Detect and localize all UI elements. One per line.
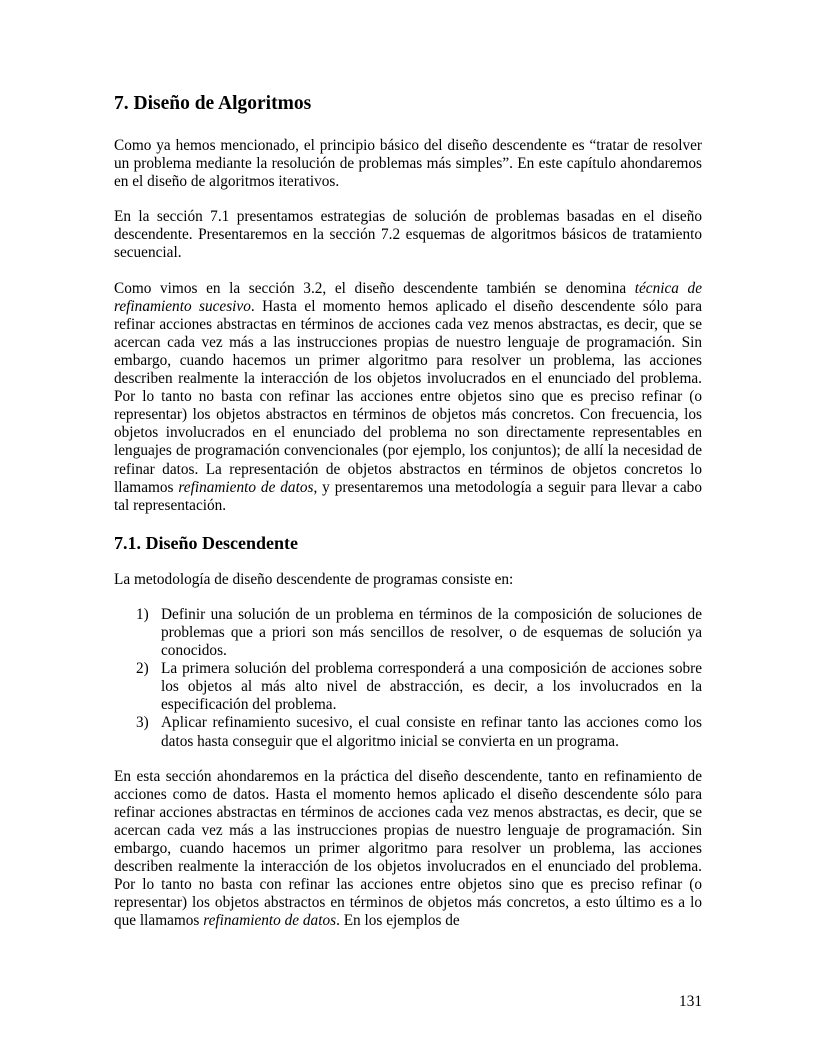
- section-lead: La metodología de diseño descendente de programas consiste en:: [114, 570, 514, 588]
- list-item: [114, 660, 702, 714]
- text-run: Como vimos en la sección 3.2, el diseño descendente también se denomina: [114, 279, 635, 297]
- page-number: 131: [679, 993, 702, 1010]
- closing-paragraph: [114, 768, 702, 931]
- text-run: En esta sección ahondaremos en la práctica del diseño descendente, tanto en refinamiento de acciones como de datos. Hasta el momento hemos aplicado el diseño descendente sólo para refinar acciones abstractas en términos de acciones cada vez menos abstractas, es decir, que se acercan cada vez más a las instrucciones propias de nuestro lenguaje de programación. Sin embargo, cuando hacemos un primer algoritmo para resolver un problema, las acciones describen realmente la interacción de los objetos involucrados en el enunciado del problema. Por lo tanto no basta con refinar las acciones entre objetos sino que es preciso refinar (o representar) los objetos abstractos en términos de objetos más concretos, a esto último es a lo que llamamos: [114, 767, 702, 930]
- page-content: [114, 92, 702, 947]
- list-number: 2): [136, 660, 149, 678]
- list-item-text: La primera solución del problema corresponderá a una composición de acciones sobre los objetos al más alto nivel de abstracción, es decir, a los involucrados en la especificación del problema.: [161, 660, 702, 714]
- list-item: [114, 606, 702, 660]
- text-run: . Hasta el momento hemos aplicado el diseño descendente sólo para refinar acciones abstractas en términos de acciones cada vez menos abstractas, es decir, que se acercan cada vez más a las instrucciones propias de nuestro lenguaje de programación. Sin embargo, cuando hacemos un primer algoritmo para resolver un problema, las acciones describen realmente la interacción de los objetos involucrados en el enunciado del problema. Por lo tanto no basta con refinar las acciones entre objetos sino que es preciso refinar (o representar) los objetos abstractos en términos de objetos más concretos. Con frecuencia, los objetos involucrados en el enunciado del problema no son directamente representables en lenguajes de programación convencionales (por ejemplo, los conjuntos); de allí la necesidad de refinar datos. La representación de objetos abstractos en términos de objetos concretos lo llamamos: [114, 297, 702, 496]
- list-item-text: Aplicar refinamiento sucesivo, el cual consiste en refinar tanto las acciones como los datos hasta conseguir que el algoritmo inicial se convierta en un programa.: [161, 714, 702, 750]
- intro-paragraph-1: Como ya hemos mencionado, el principio básico del diseño descendente es “tratar de resolver un problema mediante la resolución de problemas más simples”. En este capítulo ahondaremos en el diseño de algoritmos iterativos.: [114, 137, 702, 191]
- text-run: , y presentaremos una metodología a seguir para llevar a cabo tal representación.: [114, 478, 702, 514]
- italic-term: refinamiento de datos: [203, 912, 337, 930]
- intro-paragraph-2: En la sección 7.1 presentamos estrategias de solución de problemas basadas en el diseño descendente. Presentaremos en la sección 7.2 esquemas de algoritmos básicos de tratamiento secuencial.: [114, 208, 702, 262]
- text-run: . En los ejemplos de: [336, 912, 460, 930]
- list-item: [114, 714, 702, 750]
- intro-paragraph-3: [114, 280, 702, 515]
- list-number: 1): [136, 605, 149, 623]
- italic-term: técnica de refinamiento sucesivo: [114, 279, 702, 315]
- italic-term: refinamiento de datos: [178, 478, 314, 496]
- list-number: 3): [136, 714, 149, 732]
- methodology-list: [114, 606, 702, 751]
- list-item-text: Definir una solución de un problema en términos de la composición de soluciones de problemas que a priori son más sencillos de resolver, o de esquemas de solución ya conocidos.: [161, 605, 702, 660]
- section-heading: 7.1. Diseño Descendente: [114, 532, 298, 553]
- chapter-heading: 7. Diseño de Algoritmos: [114, 93, 312, 114]
